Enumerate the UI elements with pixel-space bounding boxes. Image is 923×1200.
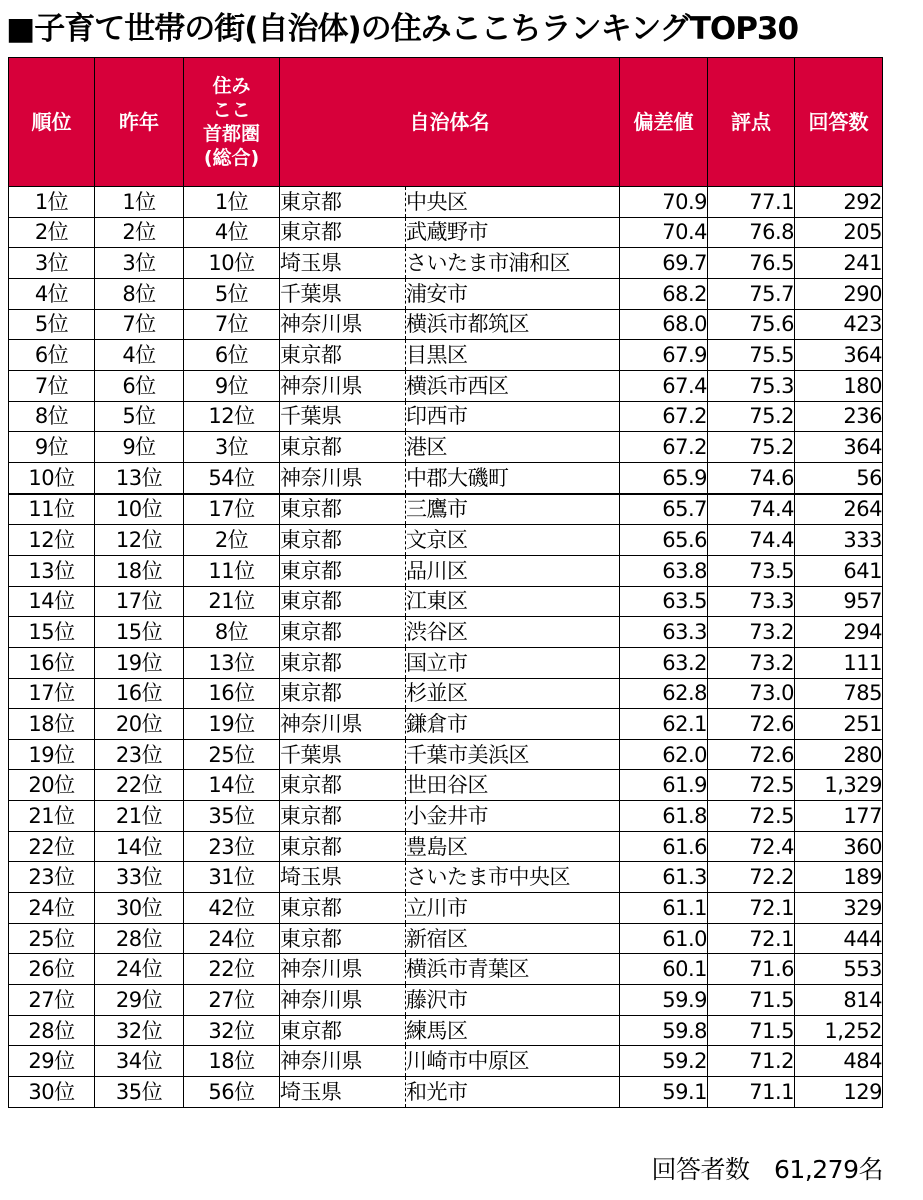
cell-deviation: 62.8 [620,678,708,709]
cell-responses: 236 [795,401,883,432]
cell-rank: 30位 [9,1077,95,1108]
cell-overall-rank: 24位 [184,923,280,954]
cell-rank: 6位 [9,340,95,371]
header-sumikokochi-line: (総合) [203,147,260,169]
cell-prefecture: 千葉県 [280,739,406,770]
table-row [9,1077,883,1108]
cell-deviation: 67.9 [620,340,708,371]
table-row [9,739,883,770]
cell-prefecture: 神奈川県 [280,462,406,493]
cell-prefecture: 東京都 [280,1015,406,1046]
cell-score: 75.5 [708,340,795,371]
cell-prefecture: 神奈川県 [280,954,406,985]
cell-municipality: 国立市 [406,647,620,678]
cell-responses: 129 [795,1077,883,1108]
cell-deviation: 59.1 [620,1077,708,1108]
cell-score: 75.7 [708,278,795,309]
header-sumikokochi-overall [184,58,280,187]
cell-overall-rank: 9位 [184,370,280,401]
cell-rank: 24位 [9,893,95,924]
table-row [9,678,883,709]
cell-prefecture: 東京都 [280,647,406,678]
cell-responses: 111 [795,647,883,678]
cell-prefecture: 神奈川県 [280,309,406,340]
table-row [9,187,883,218]
table-row [9,217,883,248]
cell-deviation: 61.1 [620,893,708,924]
cell-responses: 280 [795,739,883,770]
table-row [9,586,883,617]
cell-prefecture: 東京都 [280,555,406,586]
cell-municipality: 目黒区 [406,340,620,371]
cell-prefecture: 東京都 [280,617,406,648]
table-row [9,831,883,862]
cell-deviation: 63.2 [620,647,708,678]
cell-prefecture: 埼玉県 [280,248,406,279]
cell-prefecture: 千葉県 [280,401,406,432]
cell-responses: 264 [795,494,883,525]
cell-overall-rank: 3位 [184,432,280,463]
cell-score: 71.5 [708,985,795,1016]
cell-deviation: 61.9 [620,770,708,801]
cell-rank: 8位 [9,401,95,432]
cell-score: 72.6 [708,709,795,740]
table-row [9,555,883,586]
cell-overall-rank: 54位 [184,462,280,493]
respondent-count: 回答者数 61,279名 [651,1155,883,1184]
cell-score: 75.3 [708,370,795,401]
cell-rank: 20位 [9,770,95,801]
cell-score: 77.1 [708,187,795,218]
cell-rank: 12位 [9,525,95,556]
cell-responses: 329 [795,893,883,924]
header-score: 評点 [708,58,795,187]
cell-prefecture: 埼玉県 [280,862,406,893]
cell-responses: 333 [795,525,883,556]
cell-prefecture: 神奈川県 [280,1046,406,1077]
cell-responses: 814 [795,985,883,1016]
cell-deviation: 65.6 [620,525,708,556]
cell-municipality: 武蔵野市 [406,217,620,248]
cell-deviation: 63.8 [620,555,708,586]
cell-prefecture: 東京都 [280,893,406,924]
cell-overall-rank: 31位 [184,862,280,893]
cell-prefecture: 東京都 [280,340,406,371]
cell-deviation: 63.5 [620,586,708,617]
cell-score: 74.4 [708,525,795,556]
cell-last-year: 20位 [95,709,184,740]
cell-last-year: 24位 [95,954,184,985]
table-row [9,462,883,493]
cell-overall-rank: 35位 [184,801,280,832]
cell-overall-rank: 14位 [184,770,280,801]
header-sumikokochi-line: ここ [212,99,251,121]
cell-last-year: 15位 [95,617,184,648]
table-row [9,893,883,924]
cell-overall-rank: 13位 [184,647,280,678]
page-title: ■子育て世帯の街(自治体)の住みここちランキングTOP30 [6,11,799,47]
cell-municipality: 藤沢市 [406,985,620,1016]
cell-last-year: 34位 [95,1046,184,1077]
cell-overall-rank: 11位 [184,555,280,586]
cell-deviation: 61.3 [620,862,708,893]
cell-municipality: 横浜市青葉区 [406,954,620,985]
header-municipality: 自治体名 [280,58,620,187]
cell-prefecture: 東京都 [280,801,406,832]
cell-rank: 26位 [9,954,95,985]
cell-deviation: 68.0 [620,309,708,340]
table-row [9,248,883,279]
ranking-table [8,57,883,1108]
cell-prefecture: 東京都 [280,770,406,801]
cell-municipality: 横浜市西区 [406,370,620,401]
cell-responses: 1,329 [795,770,883,801]
cell-overall-rank: 17位 [184,494,280,525]
cell-municipality: さいたま市中央区 [406,862,620,893]
cell-responses: 251 [795,709,883,740]
cell-prefecture: 神奈川県 [280,709,406,740]
cell-responses: 364 [795,340,883,371]
table-row [9,370,883,401]
cell-score: 75.2 [708,401,795,432]
cell-score: 75.2 [708,432,795,463]
cell-municipality: 和光市 [406,1077,620,1108]
cell-municipality: 文京区 [406,525,620,556]
cell-municipality: さいたま市浦和区 [406,248,620,279]
cell-overall-rank: 2位 [184,525,280,556]
table-row [9,709,883,740]
cell-prefecture: 神奈川県 [280,370,406,401]
cell-score: 71.6 [708,954,795,985]
cell-last-year: 19位 [95,647,184,678]
cell-responses: 957 [795,586,883,617]
header-last-year: 昨年 [95,58,184,187]
cell-rank: 27位 [9,985,95,1016]
cell-prefecture: 東京都 [280,494,406,525]
cell-overall-rank: 16位 [184,678,280,709]
cell-municipality: 新宿区 [406,923,620,954]
cell-overall-rank: 25位 [184,739,280,770]
cell-deviation: 67.2 [620,401,708,432]
cell-responses: 294 [795,617,883,648]
cell-responses: 641 [795,555,883,586]
cell-municipality: 千葉市美浜区 [406,739,620,770]
cell-overall-rank: 4位 [184,217,280,248]
cell-last-year: 10位 [95,494,184,525]
table-row [9,309,883,340]
cell-overall-rank: 6位 [184,340,280,371]
table-row [9,432,883,463]
table-row [9,617,883,648]
cell-rank: 16位 [9,647,95,678]
cell-rank: 19位 [9,739,95,770]
cell-municipality: 江東区 [406,586,620,617]
cell-last-year: 32位 [95,1015,184,1046]
cell-overall-rank: 56位 [184,1077,280,1108]
cell-last-year: 9位 [95,432,184,463]
cell-overall-rank: 5位 [184,278,280,309]
cell-overall-rank: 32位 [184,1015,280,1046]
cell-deviation: 67.2 [620,432,708,463]
cell-deviation: 62.1 [620,709,708,740]
table-row [9,1046,883,1077]
cell-responses: 292 [795,187,883,218]
cell-last-year: 1位 [95,187,184,218]
cell-responses: 56 [795,462,883,493]
cell-deviation: 67.4 [620,370,708,401]
cell-score: 72.5 [708,801,795,832]
cell-responses: 241 [795,248,883,279]
cell-overall-rank: 10位 [184,248,280,279]
cell-municipality: 鎌倉市 [406,709,620,740]
cell-prefecture: 千葉県 [280,278,406,309]
cell-deviation: 59.2 [620,1046,708,1077]
cell-score: 72.1 [708,893,795,924]
cell-score: 72.4 [708,831,795,862]
cell-prefecture: 東京都 [280,187,406,218]
header-sumikokochi-line: 首都圏 [202,123,260,145]
cell-score: 71.1 [708,1077,795,1108]
cell-last-year: 33位 [95,862,184,893]
cell-score: 74.6 [708,462,795,493]
table-row [9,401,883,432]
cell-rank: 17位 [9,678,95,709]
cell-last-year: 29位 [95,985,184,1016]
header-row [9,58,883,187]
cell-overall-rank: 21位 [184,586,280,617]
cell-last-year: 18位 [95,555,184,586]
cell-overall-rank: 18位 [184,1046,280,1077]
cell-municipality: 立川市 [406,893,620,924]
cell-score: 72.1 [708,923,795,954]
table-row [9,862,883,893]
cell-deviation: 60.1 [620,954,708,985]
cell-municipality: 渋谷区 [406,617,620,648]
cell-rank: 1位 [9,187,95,218]
table-row [9,954,883,985]
cell-municipality: 小金井市 [406,801,620,832]
cell-deviation: 63.3 [620,617,708,648]
cell-prefecture: 東京都 [280,923,406,954]
cell-municipality: 杉並区 [406,678,620,709]
cell-last-year: 35位 [95,1077,184,1108]
cell-score: 76.8 [708,217,795,248]
cell-responses: 484 [795,1046,883,1077]
header-deviation: 偏差値 [620,58,708,187]
cell-overall-rank: 27位 [184,985,280,1016]
cell-prefecture: 神奈川県 [280,985,406,1016]
cell-municipality: 印西市 [406,401,620,432]
cell-deviation: 65.9 [620,462,708,493]
cell-last-year: 22位 [95,770,184,801]
cell-municipality: 中郡大磯町 [406,462,620,493]
cell-score: 73.2 [708,617,795,648]
cell-score: 72.5 [708,770,795,801]
table-row [9,340,883,371]
cell-rank: 21位 [9,801,95,832]
cell-municipality: 浦安市 [406,278,620,309]
table-row [9,647,883,678]
cell-responses: 205 [795,217,883,248]
table-row [9,278,883,309]
cell-deviation: 69.7 [620,248,708,279]
cell-overall-rank: 42位 [184,893,280,924]
cell-overall-rank: 12位 [184,401,280,432]
cell-last-year: 12位 [95,525,184,556]
cell-score: 73.3 [708,586,795,617]
cell-rank: 4位 [9,278,95,309]
cell-overall-rank: 7位 [184,309,280,340]
cell-responses: 785 [795,678,883,709]
cell-score: 71.5 [708,1015,795,1046]
cell-score: 71.2 [708,1046,795,1077]
cell-deviation: 70.9 [620,187,708,218]
table-body [9,187,883,1108]
cell-rank: 18位 [9,709,95,740]
cell-score: 72.6 [708,739,795,770]
cell-deviation: 61.0 [620,923,708,954]
cell-rank: 22位 [9,831,95,862]
cell-last-year: 17位 [95,586,184,617]
cell-deviation: 59.9 [620,985,708,1016]
table-row [9,985,883,1016]
cell-last-year: 21位 [95,801,184,832]
cell-prefecture: 東京都 [280,432,406,463]
cell-overall-rank: 1位 [184,187,280,218]
cell-responses: 1,252 [795,1015,883,1046]
cell-prefecture: 東京都 [280,831,406,862]
cell-municipality: 練馬区 [406,1015,620,1046]
cell-score: 73.2 [708,647,795,678]
cell-responses: 180 [795,370,883,401]
cell-rank: 10位 [9,462,95,493]
header-rank: 順位 [9,58,95,187]
cell-prefecture: 東京都 [280,678,406,709]
cell-prefecture: 東京都 [280,217,406,248]
cell-responses: 360 [795,831,883,862]
cell-score: 74.4 [708,494,795,525]
cell-score: 72.2 [708,862,795,893]
cell-last-year: 2位 [95,217,184,248]
cell-rank: 15位 [9,617,95,648]
cell-municipality: 中央区 [406,187,620,218]
header-responses: 回答数 [795,58,883,187]
cell-responses: 423 [795,309,883,340]
cell-municipality: 世田谷区 [406,770,620,801]
cell-rank: 5位 [9,309,95,340]
table-row [9,525,883,556]
cell-prefecture: 東京都 [280,525,406,556]
cell-deviation: 65.7 [620,494,708,525]
cell-deviation: 70.4 [620,217,708,248]
cell-overall-rank: 8位 [184,617,280,648]
cell-municipality: 横浜市都筑区 [406,309,620,340]
cell-municipality: 三鷹市 [406,494,620,525]
cell-last-year: 16位 [95,678,184,709]
cell-deviation: 59.8 [620,1015,708,1046]
cell-overall-rank: 19位 [184,709,280,740]
table-row [9,770,883,801]
cell-deviation: 62.0 [620,739,708,770]
cell-last-year: 7位 [95,309,184,340]
cell-rank: 28位 [9,1015,95,1046]
cell-overall-rank: 22位 [184,954,280,985]
cell-rank: 7位 [9,370,95,401]
cell-deviation: 61.8 [620,801,708,832]
cell-last-year: 23位 [95,739,184,770]
cell-rank: 2位 [9,217,95,248]
cell-last-year: 28位 [95,923,184,954]
table-row [9,923,883,954]
cell-last-year: 8位 [95,278,184,309]
cell-deviation: 68.2 [620,278,708,309]
cell-score: 73.5 [708,555,795,586]
cell-municipality: 港区 [406,432,620,463]
cell-last-year: 5位 [95,401,184,432]
cell-responses: 553 [795,954,883,985]
header-sumikokochi-line: 住み [212,75,251,97]
cell-responses: 444 [795,923,883,954]
table-row [9,494,883,525]
cell-last-year: 6位 [95,370,184,401]
cell-last-year: 3位 [95,248,184,279]
cell-municipality: 川崎市中原区 [406,1046,620,1077]
cell-rank: 23位 [9,862,95,893]
cell-responses: 364 [795,432,883,463]
cell-rank: 13位 [9,555,95,586]
cell-overall-rank: 23位 [184,831,280,862]
cell-prefecture: 東京都 [280,586,406,617]
cell-rank: 9位 [9,432,95,463]
cell-rank: 25位 [9,923,95,954]
cell-rank: 14位 [9,586,95,617]
cell-last-year: 30位 [95,893,184,924]
cell-score: 76.5 [708,248,795,279]
table-row [9,1015,883,1046]
cell-prefecture: 埼玉県 [280,1077,406,1108]
cell-score: 73.0 [708,678,795,709]
cell-responses: 189 [795,862,883,893]
cell-responses: 177 [795,801,883,832]
cell-rank: 11位 [9,494,95,525]
cell-municipality: 品川区 [406,555,620,586]
cell-rank: 3位 [9,248,95,279]
cell-score: 75.6 [708,309,795,340]
cell-municipality: 豊島区 [406,831,620,862]
cell-last-year: 4位 [95,340,184,371]
cell-responses: 290 [795,278,883,309]
cell-deviation: 61.6 [620,831,708,862]
cell-last-year: 13位 [95,462,184,493]
cell-last-year: 14位 [95,831,184,862]
cell-rank: 29位 [9,1046,95,1077]
table-row [9,801,883,832]
